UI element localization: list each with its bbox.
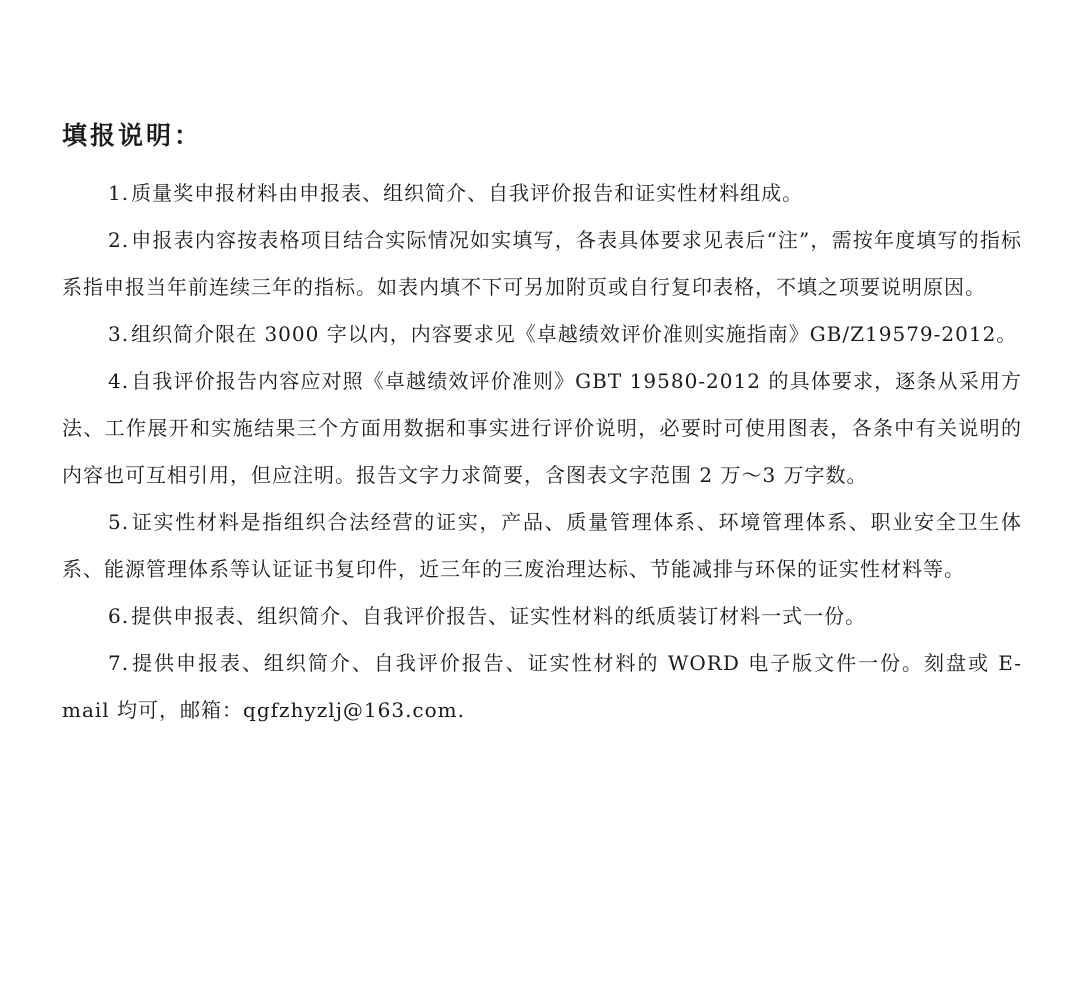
instruction-item-3 — [62, 311, 1022, 358]
item-text: 证实性材料是指组织合法经营的证实，产品、质量管理体系、环境管理体系、职业安全卫生体系、能源管理体系等认证证书复印件，近三年的三废治理达标、节能减排与环保的证实性材料等。 — [62, 510, 1022, 581]
item-number: 5. — [108, 510, 130, 534]
item-number: 7. — [108, 651, 130, 675]
instruction-item-7 — [62, 640, 1022, 734]
item-text: 提供申报表、组织简介、自我评价报告、证实性材料的纸质装订材料一式一份。 — [131, 604, 867, 628]
instruction-list — [62, 170, 1022, 734]
item-text: 申报表内容按表格项目结合实际情况如实填写，各表具体要求见表后“注”，需按年度填写的指标系指申报当年前连续三年的指标。如表内填不下可另加附页或自行复印表格，不填之项要说明原因。 — [62, 228, 1022, 299]
instruction-item-5 — [62, 499, 1022, 593]
instruction-item-4 — [62, 358, 1022, 499]
item-number: 6. — [108, 604, 130, 628]
item-number: 4. — [108, 369, 130, 393]
item-number: 1. — [108, 181, 130, 205]
page-title: 填报说明： — [62, 121, 203, 150]
instruction-item-2 — [62, 217, 1022, 311]
item-number: 2. — [108, 228, 130, 252]
instruction-item-6 — [62, 593, 1022, 640]
item-text: 质量奖申报材料由申报表、组织简介、自我评价报告和证实性材料组成。 — [131, 181, 804, 205]
item-text: 自我评价报告内容应对照《卓越绩效评价准则》GBT 19580-2012 的具体要求，逐条从采用方法、工作展开和实施结果三个方面用数据和事实进行评价说明，必要时可使用图表，各条中有关说明的内容也可互相引用，但应注明。报告文字力求简要，含图表文字范围 2 万～3 万字数。 — [62, 369, 1022, 487]
instruction-item-1 — [62, 170, 1022, 217]
item-text: 组织简介限在 3000 字以内，内容要求见《卓越绩效评价准则实施指南》GB/Z19579-2012。 — [131, 322, 1018, 346]
item-number: 3. — [108, 322, 130, 346]
item-text: 提供申报表、组织简介、自我评价报告、证实性材料的 WORD 电子版文件一份。刻盘或 E-mail 均可，邮箱：qgfzhyzlj@163.com. — [62, 651, 1022, 722]
